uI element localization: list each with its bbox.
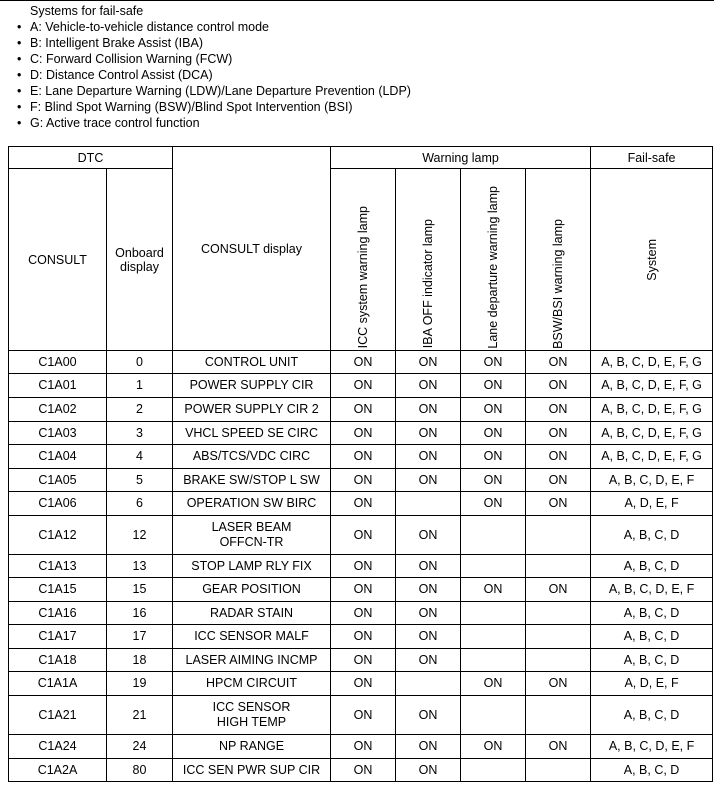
consult-header: CONSULT [9,169,107,351]
system-item-f: • F: Blind Spot Warning (BSW)/Blind Spot Intervention (BSI) [17,100,353,114]
bullet-icon: • [17,84,22,98]
bullet-icon: • [17,52,22,66]
table-row: C1A16 16 RADAR STAIN ON ON A, B, C, D [9,602,713,625]
bsw-lamp-header: BSW/BSI warning lamp [526,169,591,351]
table-row: C1A02 2 POWER SUPPLY CIR 2 ON ON ON ON A, B, C, D, E, F, G [9,398,713,422]
system-header: System [591,169,713,351]
table-row: C1A15 15 GEAR POSITION ON ON ON ON A, B, C, D, E, F [9,578,713,602]
dtc-table-body [9,351,713,782]
table-row: C1A03 3 VHCL SPEED SE CIRC ON ON ON ON A, B, C, D, E, F, G [9,422,713,445]
table-row: C1A21 21 ICC SENSOR HIGH TEMP ON ON A, B, C, D [9,696,713,735]
bullet-icon: • [17,36,22,50]
system-item-c: • C: Forward Collision Warning (FCW) [17,52,233,66]
table-row: C1A17 17 ICC SENSOR MALF ON ON A, B, C, D [9,625,713,649]
table-row: C1A18 18 LASER AIMING INCMP ON ON A, B, C, D [9,649,713,672]
table-row: C1A01 1 POWER SUPPLY CIR ON ON ON ON A, B, C, D, E, F, G [9,374,713,398]
warning-lamp-header: Warning lamp [331,147,591,169]
dtc-table [8,146,713,782]
system-item-e: • E: Lane Departure Warning (LDW)/Lane Departure Prevention (LDP) [17,84,411,98]
table-row: C1A00 0 CONTROL UNIT ON ON ON ON A, B, C, D, E, F, G [9,351,713,374]
system-item-d: • D: Distance Control Assist (DCA) [17,68,213,82]
iba-lamp-header: IBA OFF indicator lamp [396,169,461,351]
icc-lamp-header: ICC system warning lamp [331,169,396,351]
system-item-g: • G: Active trace control function [17,116,200,130]
table-row: C1A06 6 OPERATION SW BIRC ON ON ON A, D, E, F [9,492,713,516]
fail-safe-systems-section [0,0,714,131]
systems-list [0,19,714,131]
table-row: C1A24 24 NP RANGE ON ON ON ON A, B, C, D, E, F [9,735,713,759]
bullet-icon: • [17,116,22,130]
fail-safe-header: Fail-safe [591,147,713,169]
table-row: C1A04 4 ABS/TCS/VDC CIRC ON ON ON ON A, B, C, D, E, F, G [9,445,713,469]
table-row: C1A12 12 LASER BEAM OFFCN-TR ON ON A, B, C, D [9,516,713,555]
system-item-a: • A: Vehicle-to-vehicle distance control mode [17,20,270,34]
onboard-display-header: Onboard display [107,169,173,351]
table-row: C1A13 13 STOP LAMP RLY FIX ON ON A, B, C, D [9,555,713,578]
bullet-icon: • [17,68,22,82]
bullet-icon: • [17,20,22,34]
table-row: C1A05 5 BRAKE SW/STOP L SW ON ON ON ON A, B, C, D, E, F [9,469,713,492]
bullet-icon: • [17,100,22,114]
system-item-b: • B: Intelligent Brake Assist (IBA) [17,36,203,50]
table-row: C1A1A 19 HPCM CIRCUIT ON ON ON A, D, E, F [9,672,713,696]
dtc-header: DTC [9,147,173,169]
consult-display-header: CONSULT display [173,147,331,351]
table-row: C1A2A 80 ICC SEN PWR SUP CIR ON ON A, B, C, D [9,759,713,782]
lane-departure-lamp-header: Lane departure warning lamp [461,169,526,351]
systems-heading: Systems for fail-safe [30,4,144,18]
